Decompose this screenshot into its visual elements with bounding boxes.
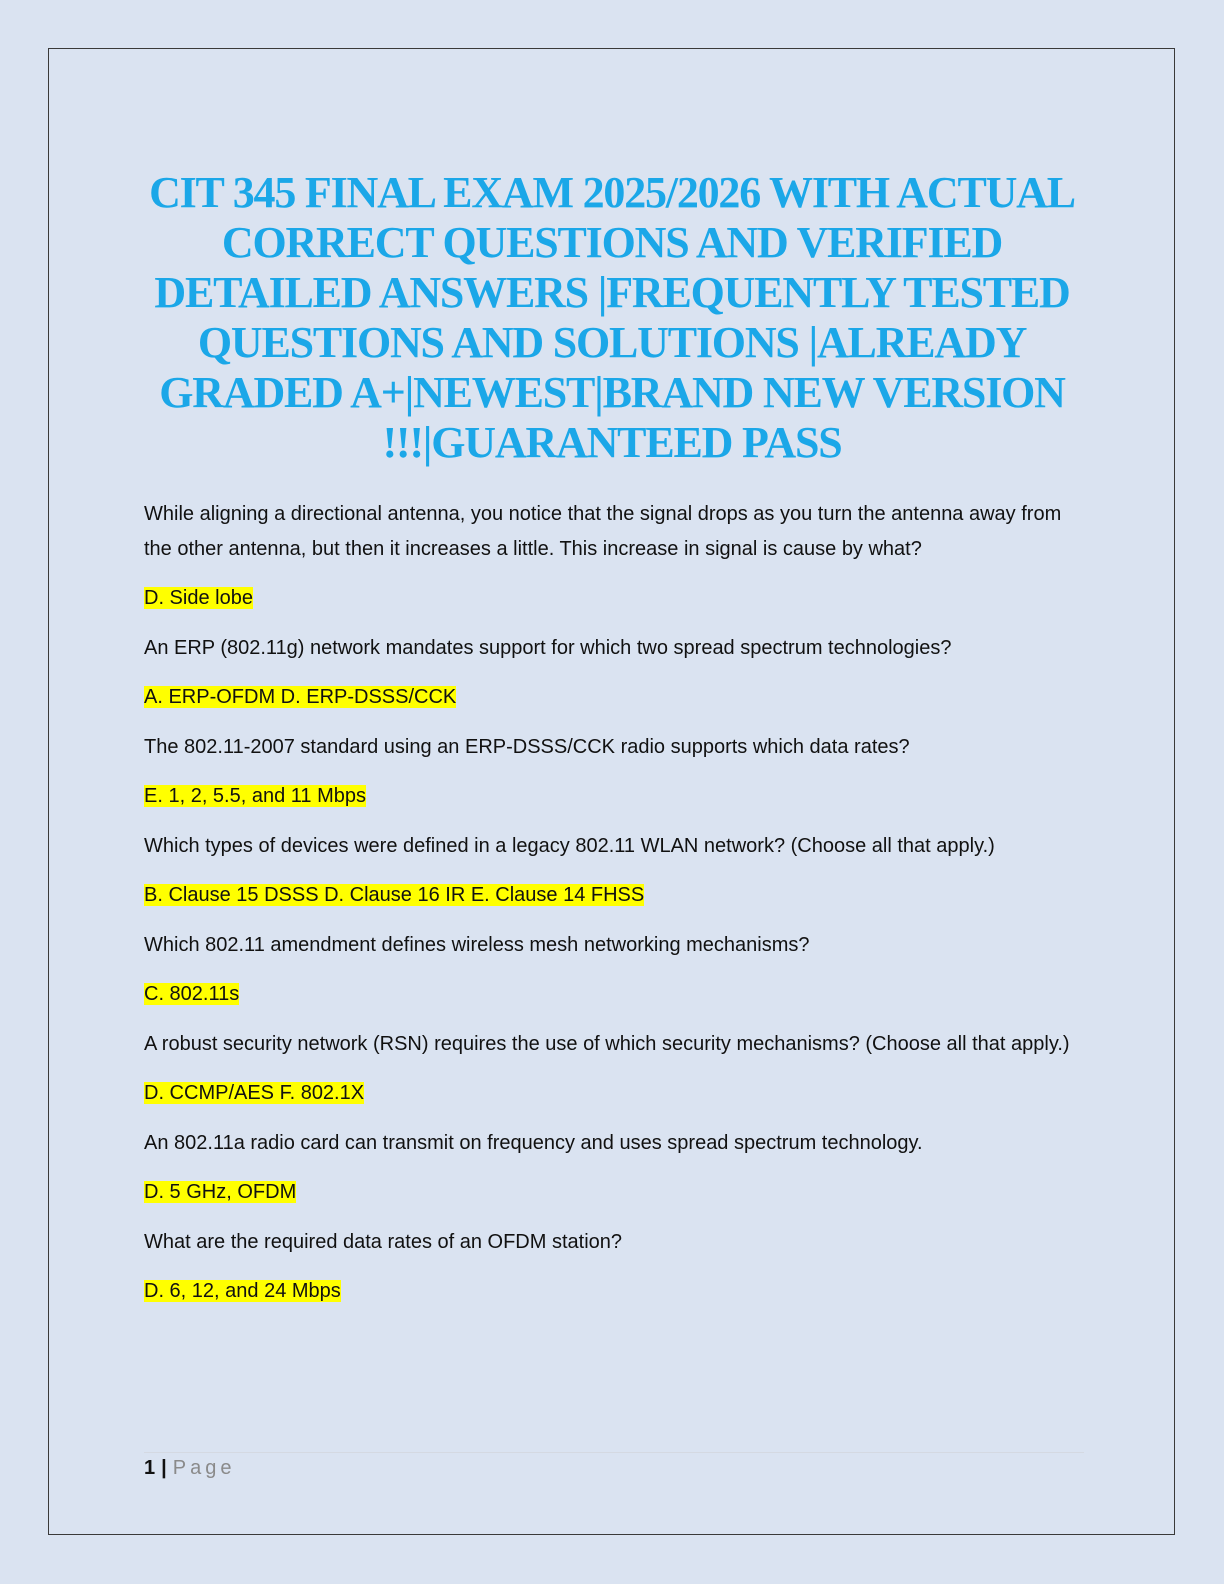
question-text: The 802.11-2007 standard using an ERP-DSSS/CCK radio supports which data rates? (144, 735, 910, 758)
answer-text (144, 878, 1084, 913)
answer-highlight: D. 6, 12, and 24 Mbps (144, 1280, 341, 1302)
document-title: CIT 345 FINAL EXAM 2025/2026 WITH ACTUAL CORRECT QUESTIONS AND VERIFIED DETAILED ANSWERS |FREQUENTLY TESTED QUESTIONS AND SOLUTIONS |ALREADY GRADED A+|NEWEST|BRAND NEW VERSION !!!|GUARANTEED PASS (149, 168, 1075, 467)
page-label: Page (172, 1457, 236, 1479)
footer-divider (144, 1452, 1084, 1453)
question-text: Which types of devices were defined in a legacy 802.11 WLAN network? (Choose all that apply.) (144, 834, 995, 857)
question-text: A robust security network (RSN) requires the use of which security mechanisms? (Choose all that apply.) (144, 1032, 1070, 1055)
answer-text (144, 1274, 1084, 1309)
footer-separator: | (161, 1457, 167, 1479)
question-text: An 802.11a radio card can transmit on frequency and uses spread spectrum technology. (144, 1131, 923, 1154)
page-number: 1 (144, 1457, 156, 1479)
qa-list (144, 497, 1084, 1324)
answer-text (144, 581, 1084, 616)
answer-highlight: E. 1, 2, 5.5, and 11 Mbps (144, 785, 366, 807)
answer-text (144, 1076, 1084, 1111)
answer-highlight: D. 5 GHz, OFDM (144, 1181, 297, 1203)
answer-highlight: C. 802.11s (144, 983, 240, 1005)
answer-highlight: D. Side lobe (144, 587, 253, 609)
answer-text (144, 680, 1084, 715)
answer-highlight: D. CCMP/AES F. 802.1X (144, 1082, 365, 1104)
answer-text (144, 779, 1084, 814)
answer-highlight: B. Clause 15 DSSS D. Clause 16 IR E. Clause 14 FHSS (144, 884, 645, 906)
question-text: What are the required data rates of an OFDM station? (144, 1230, 623, 1253)
question-text: While aligning a directional antenna, you notice that the signal drops as you turn the antenna away from the other antenna, but then it increases a little. This increase in signal is cause by what? (144, 503, 1062, 560)
question-text: Which 802.11 amendment defines wireless mesh networking mechanisms? (144, 933, 810, 956)
page-footer (144, 1456, 235, 1480)
answer-text (144, 977, 1084, 1012)
question-text: An ERP (802.11g) network mandates support for which two spread spectrum technologies? (144, 636, 952, 659)
answer-highlight: A. ERP-OFDM D. ERP-DSSS/CCK (144, 686, 457, 708)
answer-text (144, 1175, 1084, 1210)
